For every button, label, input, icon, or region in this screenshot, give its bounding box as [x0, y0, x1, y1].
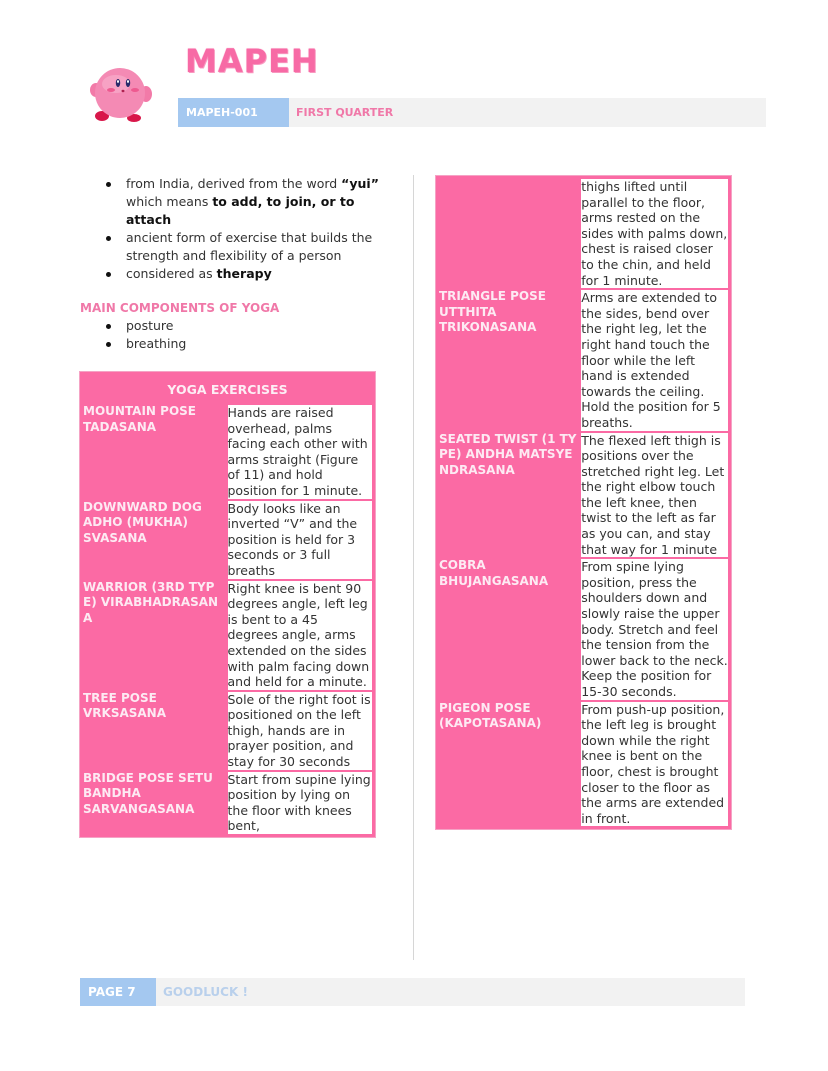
table-row	[438, 178, 730, 290]
intro-section	[80, 175, 380, 353]
pose-name: TRIANGLE POSE UTTHITA TRIKONASANA	[439, 289, 546, 335]
yoga-exercises-table	[80, 372, 375, 837]
pose-description: Sole of the right foot is positioned on the left thigh, hands are in prayer position, and stay for 30 seconds	[227, 691, 374, 771]
component-item: breathing	[104, 335, 380, 353]
table-header: YOGA EXERCISES	[167, 381, 288, 397]
page-title: MAPEH	[185, 42, 319, 80]
intro-bullets	[80, 175, 380, 283]
table-row	[82, 771, 374, 836]
yoga-exercises-table-continued	[436, 176, 731, 829]
pose-name: SEATED TWIST (1 TYPE) ANDHA MATSYENDRASANA	[439, 431, 577, 477]
page-number: PAGE 7	[80, 978, 156, 1006]
column-divider	[413, 175, 414, 960]
pose-description: Arms are extended to the sides, bend over the right leg, let the right hand touch the floor while the left hand is extended towards the ceiling. Hold the position for 5 breaths.	[580, 289, 729, 431]
pose-description: From spine lying position, press the shoulders down and slowly raise the upper body. Stretch and feel the tension from the lower back to the neck. Keep the position for 15-30 seconds.	[581, 559, 728, 699]
intro-bullet: ancient form of exercise that builds the strength and flexibility of a person	[104, 229, 380, 265]
intro-bullet: from India, derived from the word “yui” which means to add, to join, or to attach	[104, 175, 380, 229]
table-row	[82, 404, 374, 500]
quarter-label: FIRST QUARTER	[296, 106, 394, 119]
component-item: posture	[104, 317, 380, 335]
course-code: MAPEH-001	[178, 98, 289, 127]
table-row	[438, 432, 730, 559]
pose-name: BRIDGE POSE SETU BANDHA SARVANGASANA	[83, 770, 213, 816]
table-row	[438, 701, 730, 828]
pose-description: Body looks like an inverted “V” and the position is held for 3 seconds or 3 full breaths	[227, 500, 374, 580]
pose-name: TREE POSE VRKSASANA	[83, 690, 167, 721]
pose-name: PIGEON POSE (KAPOTASANA)	[439, 700, 542, 731]
intro-bullet: considered as therapy	[104, 265, 380, 283]
pose-name: MOUNTAIN POSE TADASANA	[83, 404, 196, 434]
pose-description: The flexed left thigh is positions over the stretched right leg. Let the right elbow touch the left knee, then twist to the left as far as you can, and stay that way for 1 minute	[580, 432, 729, 559]
table-row	[438, 289, 730, 431]
pose-description: From push-up position, the left leg is brought down while the right knee is bent on the floor, chest is brought closer to the floor as the arms are extended in front.	[580, 701, 729, 828]
pose-description: Start from supine lying position by lying on the floor with knees bent,	[227, 771, 374, 836]
pose-description: Hands are raised overhead, palms facing each other with arms straight (Figure of 11) and hold position for 1 minute.	[227, 404, 374, 500]
mascot-logo-icon	[90, 66, 152, 124]
table-row	[438, 558, 730, 700]
footer-bar	[80, 978, 745, 1006]
table-row	[82, 580, 374, 691]
pose-name	[438, 178, 581, 290]
footer-message: GOODLUCK !	[163, 985, 248, 999]
table-row	[82, 691, 374, 771]
pose-name: DOWNWARD DOG ADHO (MUKHA) SVASANA	[83, 499, 202, 545]
pose-name: WARRIOR (3RD TYPE) VIRABHADRASANA	[83, 579, 219, 625]
table-row	[82, 500, 374, 580]
header-bar	[178, 98, 766, 127]
pose-name: COBRA BHUJANGASANA	[439, 558, 549, 588]
section-heading: MAIN COMPONENTS OF YOGA	[80, 301, 280, 315]
pose-description: thighs lifted until parallel to the floor, arms rested on the sides with palms down, chest is raised closer to the chin, and held for 1 minute.	[580, 178, 729, 290]
pose-description: Right knee is bent 90 degrees angle, left leg is bent to a 45 degrees angle, arms extended on the sides with palm facing down and held for a minute.	[227, 580, 374, 691]
components-list	[80, 317, 380, 353]
